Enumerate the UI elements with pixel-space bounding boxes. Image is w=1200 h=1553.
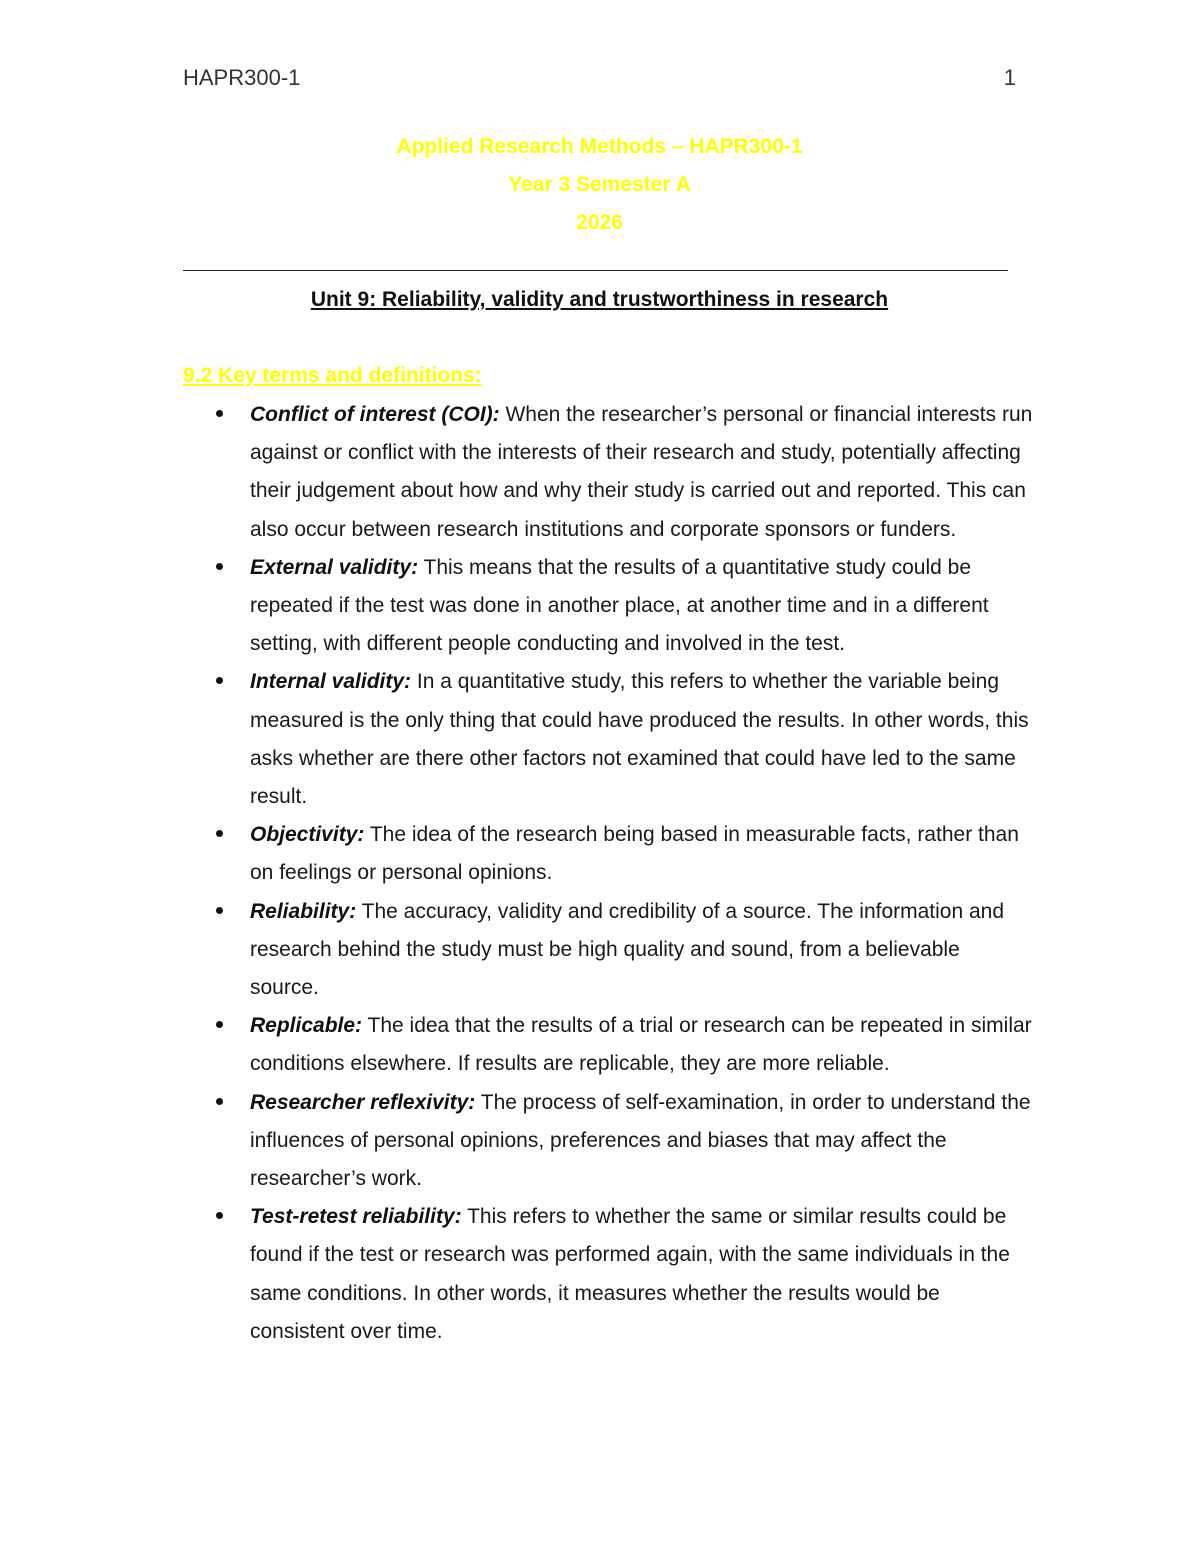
list-item — [183, 816, 1033, 892]
term-definition: The process of self-examination, in order to understand the influences of personal opinions, preferences and biases that may affect the researcher’s work. — [250, 1090, 1031, 1191]
key-terms-list — [183, 396, 1033, 1351]
term-label: Replicable: — [250, 1014, 363, 1038]
term-label: Reliability: — [250, 899, 357, 923]
term-label: Researcher reflexivity: — [250, 1090, 476, 1114]
term-definition: The idea that the results of a trial or research can be repeated in similar conditions elsewhere. If results are replicable, they are more reliable. — [250, 1014, 1032, 1076]
title-block — [183, 132, 1016, 246]
term-definition: This refers to whether the same or similar results could be found if the test or research was performed again, with the same individuals in the same conditions. In other words, it measures whether the results would be consistent over time. — [250, 1205, 1010, 1343]
list-item — [183, 1007, 1033, 1083]
section-heading: 9.2 Key terms and definitions: — [183, 364, 482, 387]
list-item — [183, 549, 1033, 664]
bullet-icon — [216, 410, 223, 417]
bullet-icon — [216, 1021, 223, 1028]
term-label: External validity: — [250, 555, 419, 579]
list-item — [183, 1084, 1033, 1199]
list-item — [183, 663, 1033, 816]
term-label: Test-retest reliability: — [250, 1205, 462, 1229]
horizontal-rule — [183, 270, 1008, 271]
term-label: Conflict of interest (COI): — [250, 403, 500, 426]
term-definition: When the researcher’s personal or financial interests run against or conflict with the interests of their research and study, potentially affecting their judgement about how and why their study is carried out and reported. This can also occur between research institutions and corporate sponsors or funders. — [250, 403, 1033, 541]
course-year: 2026 — [576, 211, 623, 234]
header-course-code: HAPR300-1 — [183, 65, 301, 90]
bullet-icon — [216, 830, 223, 837]
bullet-icon — [216, 563, 223, 570]
list-item — [183, 1198, 1033, 1351]
bullet-icon — [216, 1212, 223, 1219]
bullet-icon — [216, 677, 223, 684]
unit-title: Unit 9: Reliability, validity and trustworthiness in research — [310, 288, 889, 311]
term-definition: The idea of the research being based in measurable facts, rather than on feelings or personal opinions. — [250, 823, 1019, 885]
course-title: Applied Research Methods – HAPR300-1 — [396, 135, 803, 158]
bullet-icon — [216, 1098, 223, 1105]
header-page-number: 1 — [1003, 65, 1016, 90]
term-label: Internal validity: — [250, 670, 412, 694]
term-label: Objectivity: — [250, 823, 365, 847]
course-term: Year 3 Semester A — [508, 173, 691, 196]
term-definition: This means that the results of a quantitative study could be repeated if the test was done in another place, at another time and in a different setting, with different people conducting and involved in the test. — [250, 555, 989, 656]
term-definition: The accuracy, validity and credibility of a source. The information and research behind the study must be high quality and sound, from a believable source. — [250, 899, 1005, 1000]
bullet-icon — [216, 907, 223, 914]
list-item — [183, 396, 1033, 549]
term-definition: In a quantitative study, this refers to whether the variable being measured is the only thing that could have produced the results. In other words, this asks whether are there other factors not examined that could have led to the same result. — [250, 670, 1029, 809]
list-item — [183, 893, 1033, 1008]
